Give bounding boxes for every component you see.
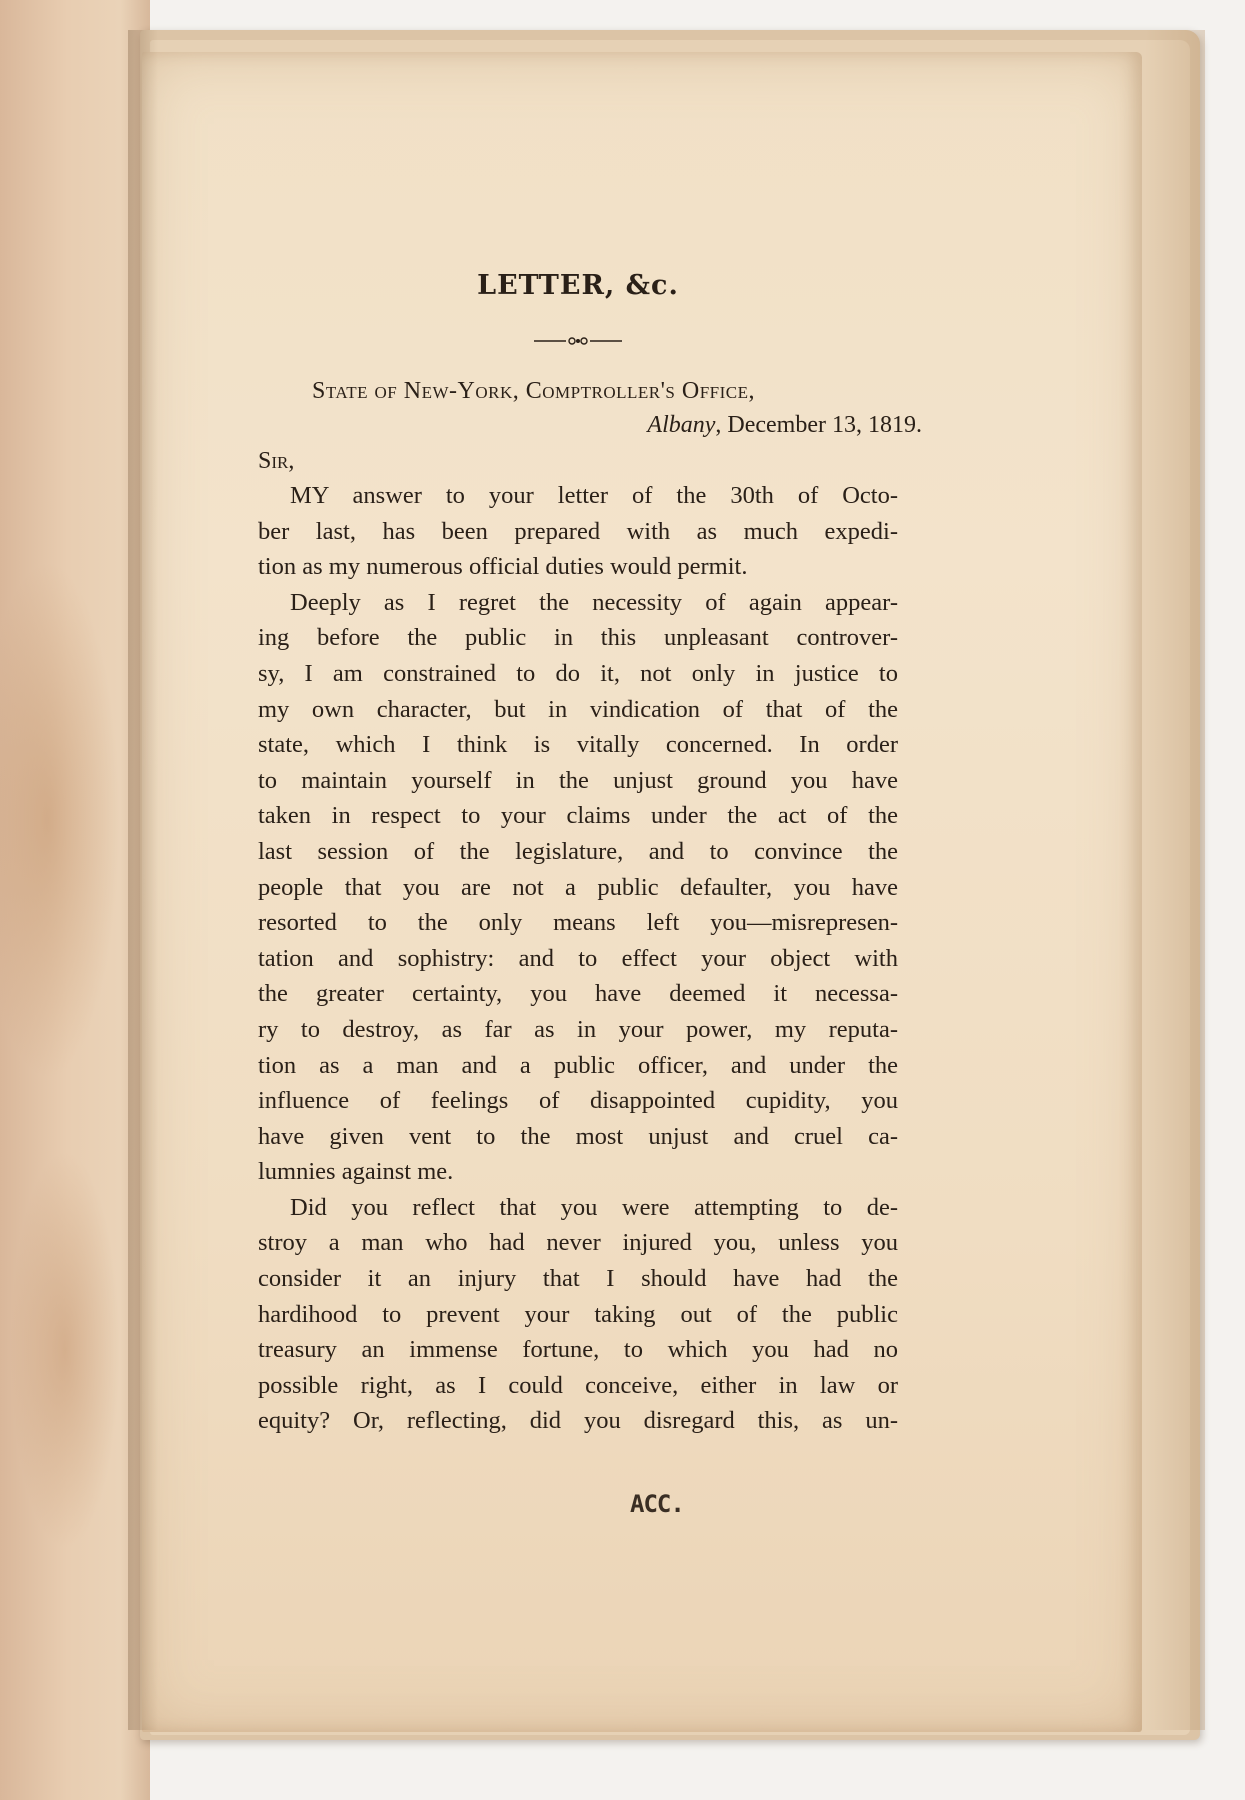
text-line: resorted to the only means left you—misrepresen- [258,909,898,937]
text-line: consider it an injury that I should have had the [258,1265,898,1293]
text-line: last session of the legislature, and to convince the [258,837,898,865]
dateline-date [647,412,922,439]
book-gutter [128,30,158,1730]
text-line: hardihood to prevent your taking out of the public [258,1300,898,1328]
text-line: Did you reflect that you were attempting to de- [290,1193,898,1221]
text-line: tion as a man and a public officer, and under the [258,1051,898,1079]
text-line: ing before the public in this unpleasant controver- [258,624,898,652]
text-line: ber last, has been prepared with as much expedi- [258,517,898,545]
text-line: have given vent to the most unjust and cruel ca- [258,1122,898,1150]
text-line: treasury an immense fortune, to which you had no [258,1336,898,1364]
dateline-place: Albany [647,412,716,438]
text-line: to maintain yourself in the unjust ground you have [258,766,898,794]
dateline-day: , December 13, 1819. [715,412,922,438]
text-line: tation and sophistry: and to effect your object with [258,944,898,972]
accession-stamp: ACC. [630,1490,684,1518]
text-line: Deeply as I regret the necessity of again appear- [290,588,898,616]
text-line: MY answer to your letter of the 30th of Octo- [290,482,898,509]
water-stain [0,560,120,1080]
letter-heading: LETTER, &c. [477,270,679,301]
salutation: Sir, [258,448,295,474]
text-line: equity? Or, reflecting, did you disregard this, as un- [258,1407,898,1435]
ornament-rule-icon [528,334,628,348]
text-line: taken in respect to your claims under the act of the [258,802,898,830]
text-line: state, which I think is vitally concerned. In order [258,731,898,759]
text-line: influence of feelings of disappointed cupidity, you [258,1087,898,1115]
letter-body [258,478,898,1439]
text-line: people that you are not a public defaulter, you have [258,873,898,901]
text-line: ry to destroy, as far as in your power, my reputa- [258,1015,898,1043]
text-line: tion as my numerous official duties would permit. [258,553,748,581]
text-line: stroy a man who had never injured you, unless you [258,1229,898,1257]
water-stain [10,1150,120,1550]
text-line: the greater certainty, you have deemed it necessa- [258,980,898,1008]
dateline-office: State of New-York, Comptroller's Office, [312,378,755,404]
text-line: sy, I am constrained to do it, not only in justice to [258,659,898,687]
text-line: my own character, but in vindication of that of the [258,695,898,723]
text-line: possible right, as I could conceive, either in law or [258,1371,898,1399]
page-edge-wear [1145,30,1205,1730]
text-line: lumnies against me. [258,1158,454,1186]
